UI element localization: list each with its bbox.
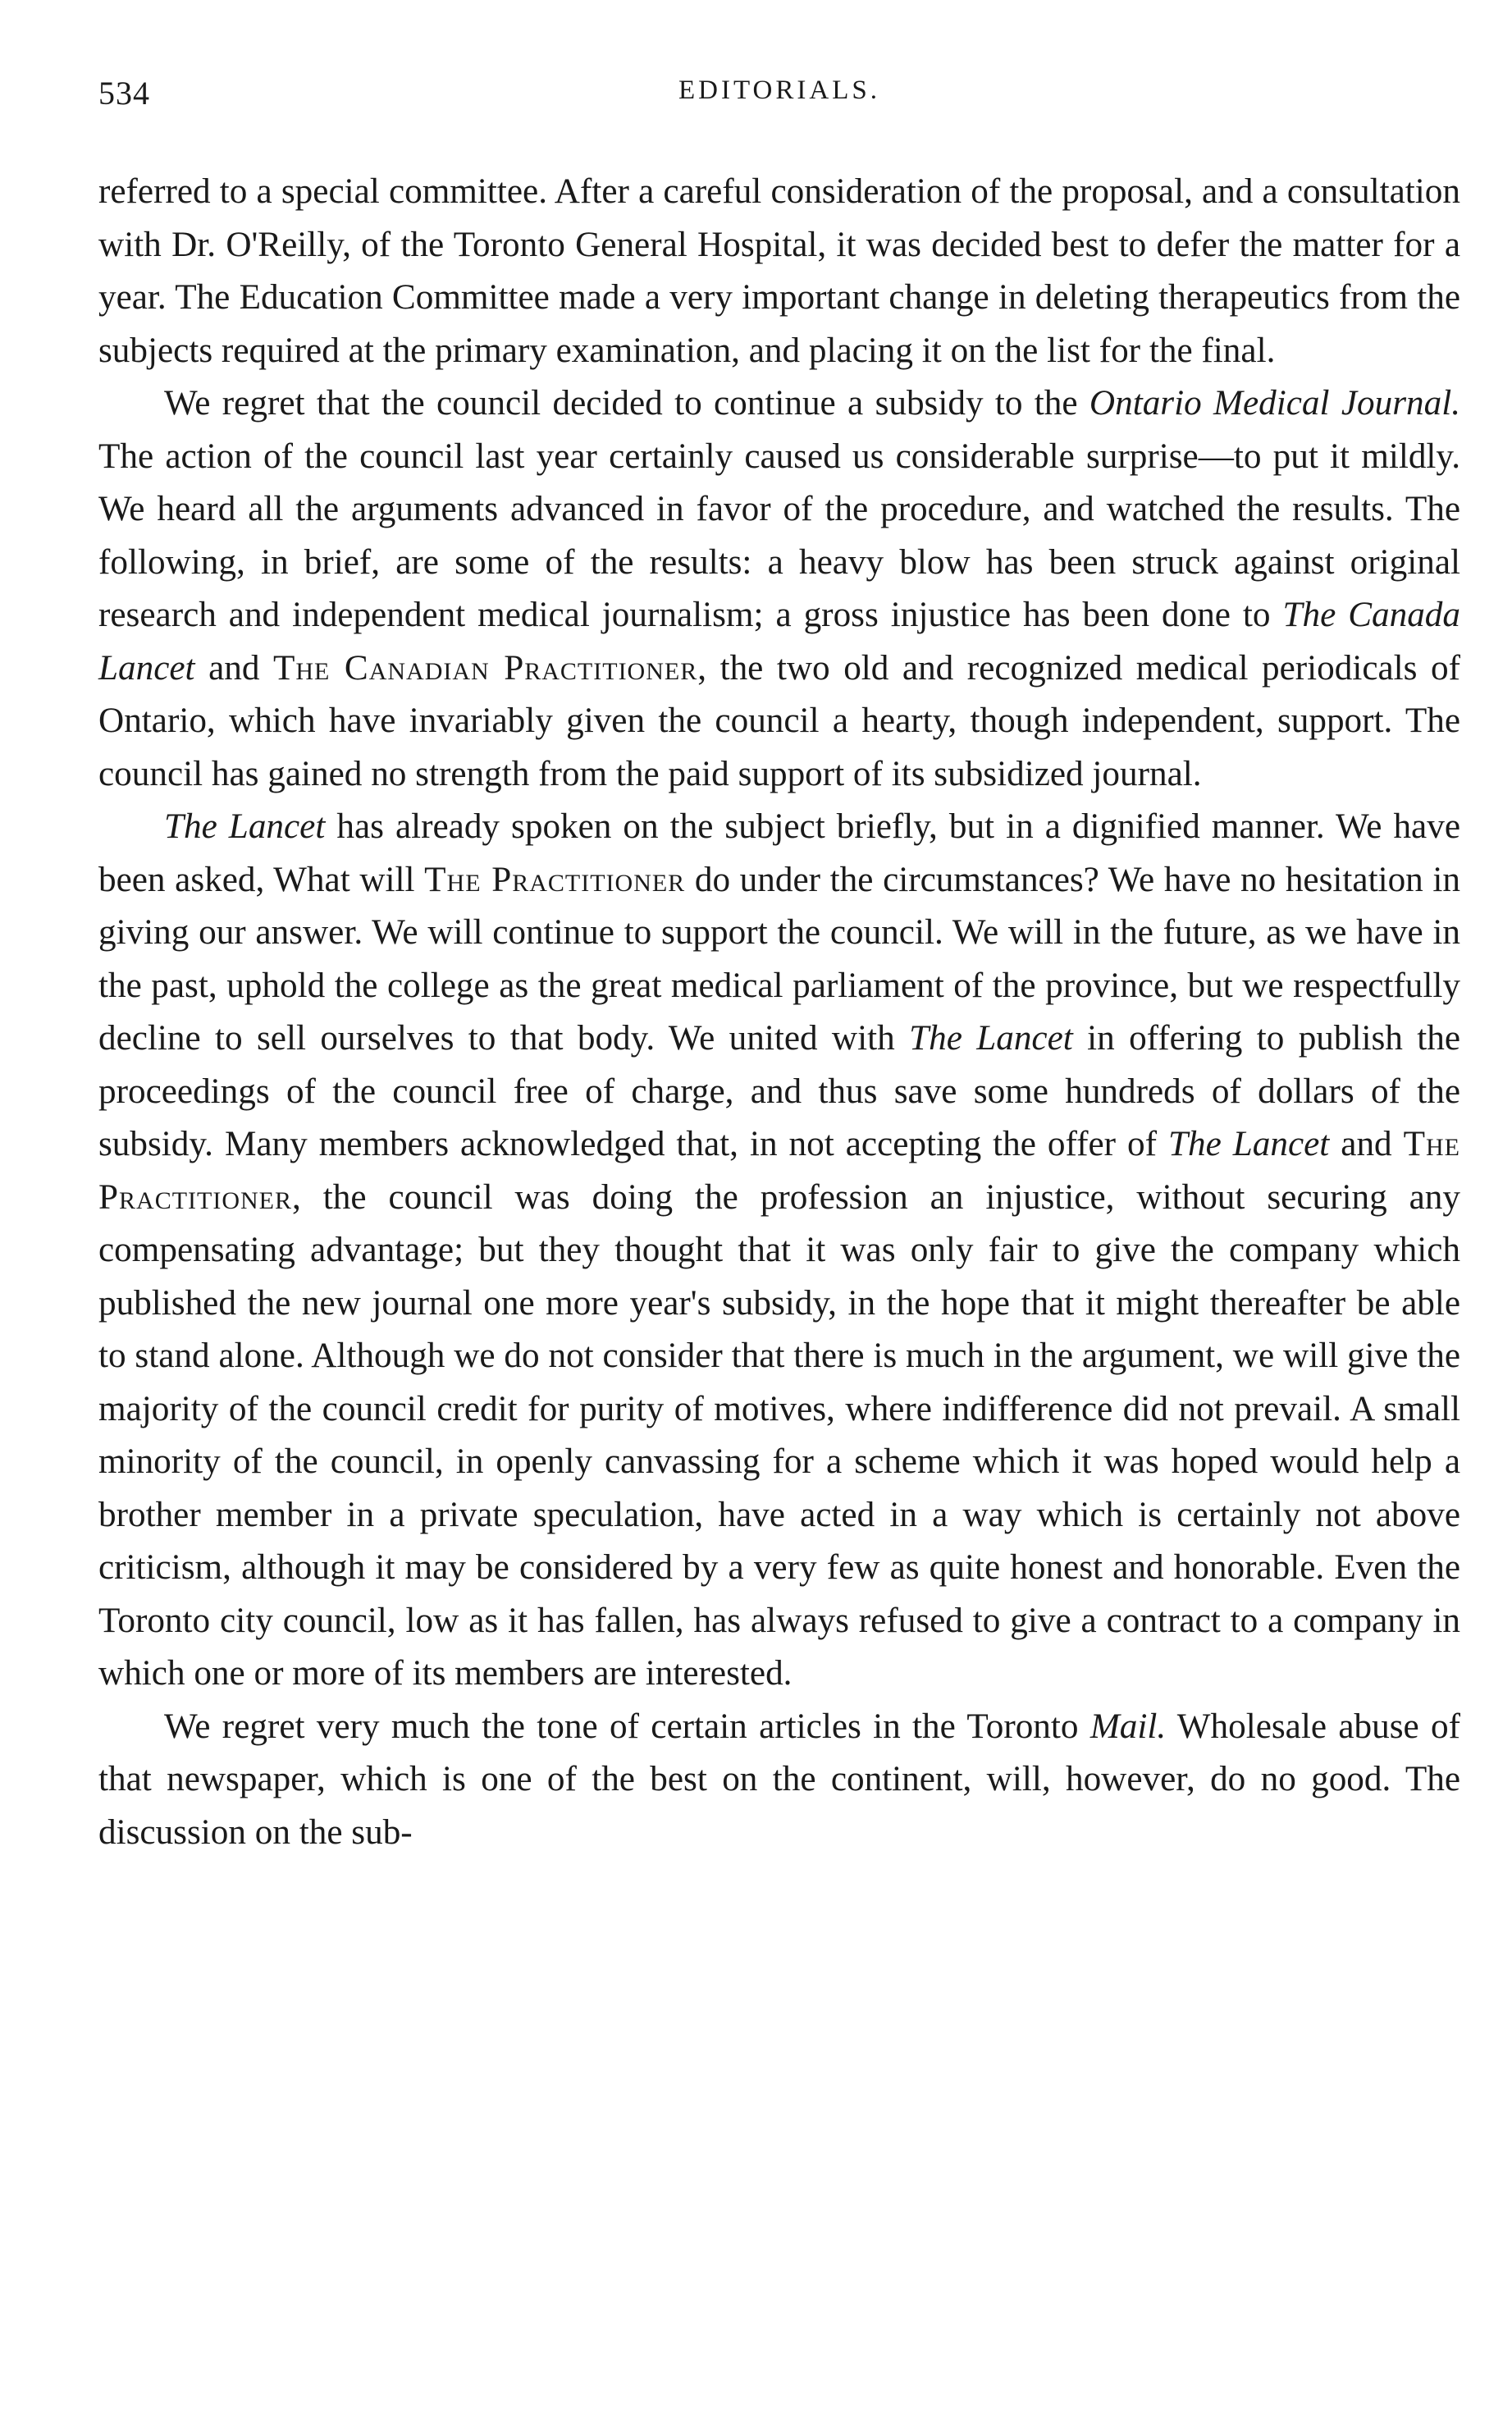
page bbox=[98, 74, 1460, 1859]
journal-title-canada-lancet: The Canada Lancet bbox=[98, 596, 1460, 688]
running-head: EDITORIALS. bbox=[678, 75, 880, 105]
journal-title-practitioner: The Practitioner bbox=[424, 860, 686, 899]
text-run: The action of the council last year certainly caused us considerable surprise—to put it mildly. We heard all the arguments advanced in favor of the procedure, and watched the results. The following, in brief, are some of the results: a heavy blow has been struck against original research and independent medical journalism; a gross injustice has been done to bbox=[98, 436, 1460, 634]
text-run: has already spoken on the subject briefly, but in a dignified manner. We have been asked, What will bbox=[98, 807, 1460, 899]
text-run: , the council was doing the profession an injustice, without securing any compensating advantage; but they thought that it was only fair to give the company which published the new journal one more year's subsidy, in the hope that it might thereafter be able to stand alone. Although we do not consider that there is much in the argument, we will give the majority of the council credit for purity of motives, where indifference did not prevail. A small minority of the council, in openly canvassing for a scheme which it was hoped would help a brother member in a private speculation, have acted in a way which is certainly not above criticism, although it may be considered by a very few as quite honest and honorable. Even the Toronto city council, low as it has fallen, has always refused to give a contract to a company in which one or more of its members are interested. bbox=[98, 1177, 1460, 1693]
journal-title-lancet: The Lancet bbox=[909, 1019, 1073, 1058]
page-header bbox=[98, 74, 1460, 123]
text-run: in offering to publish the proceedings of the council free of charge, and thus save some hundreds of dollars of the subsidy. Many members acknowledged that, in not accepting the offer of bbox=[98, 1019, 1460, 1163]
paragraph-1 bbox=[98, 166, 1460, 377]
text-run: and bbox=[194, 648, 273, 688]
text-run: , the two old and recognized medical periodicals of Ontario, which have invariably given the council a hearty, though independent, support. The council has gained no strength from the paid support of its subsidized journal. bbox=[98, 648, 1460, 793]
paragraph-2 bbox=[98, 377, 1460, 801]
paragraph-4 bbox=[98, 1701, 1460, 1860]
paragraph-1-text: referred to a special committee. After a careful consideration of the proposal, and a consultation with Dr. O'Reilly, of the Toronto General Hospital, it was decided best to defer the matter for a year. The Education Committee made a very important change in deleting therapeutics from the subjects required at the primary examination, and placing it on the list for the final. bbox=[98, 172, 1460, 370]
text-run: We regret that the council decided to continue a subsidy to the bbox=[164, 384, 1089, 423]
text-run: We regret very much the tone of certain articles in the Toronto bbox=[164, 1707, 1090, 1746]
text-run: do under the circumstances? We have no hesitation in giving our answer. We will continue to support the council. We will in the future, as we have in the past, uphold the college as the great medical parliament of the province, but we respectfully decline to sell ourselves to that body. We united with bbox=[98, 860, 1461, 1058]
journal-title-canadian-practitioner: The Canadian Practitioner bbox=[272, 648, 698, 688]
journal-title-practitioner: The Practitioner bbox=[98, 1125, 1461, 1217]
text-run: Wholesale abuse of that newspaper, which is one of the best on the continent, will, however, do no good. The discussion on the sub- bbox=[98, 1707, 1460, 1852]
journal-title-lancet: The Lancet bbox=[1167, 1125, 1330, 1163]
newspaper-title-mail: Mail. bbox=[1089, 1707, 1167, 1746]
page-number: 534 bbox=[98, 75, 150, 112]
paragraph-3 bbox=[98, 801, 1460, 1701]
text-run: and bbox=[1329, 1125, 1404, 1163]
journal-title-lancet: The Lancet bbox=[164, 807, 326, 846]
journal-title-ontario-medical-journal: Ontario Medical Journal. bbox=[1089, 384, 1461, 423]
